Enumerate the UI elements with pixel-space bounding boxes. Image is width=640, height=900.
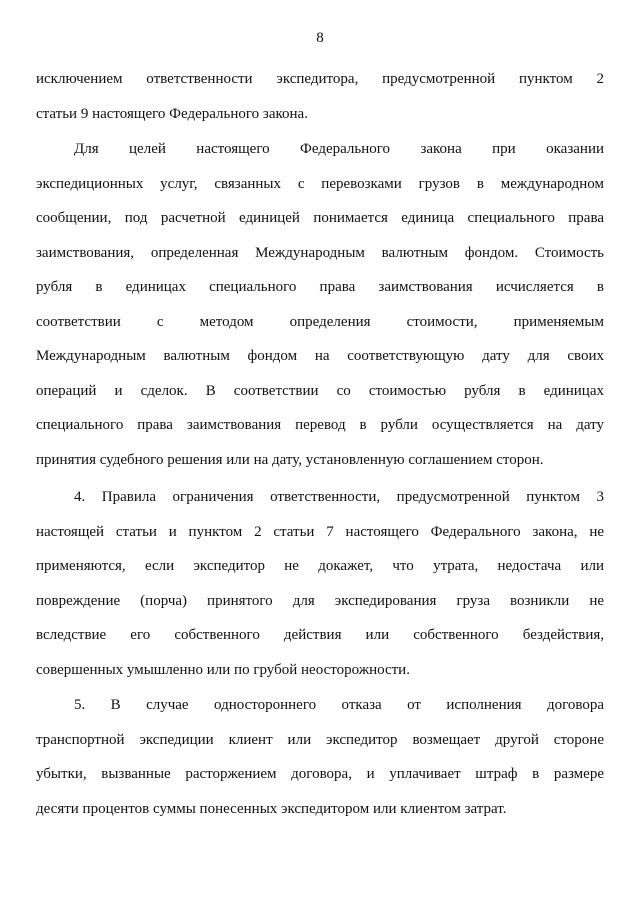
text-line: Для целей настоящего Федерального закона при оказании: [74, 141, 604, 157]
text-line: Международным валютным фондом на соответствующую дату для своих: [36, 348, 604, 364]
paragraph-continuation: [36, 62, 604, 131]
text-line: исключением ответственности экспедитора, предусмотренной пунктом 2: [36, 71, 604, 87]
paragraph-item-4: [36, 480, 604, 687]
text-line: вследствие его собственного действия или собственного бездействия,: [36, 627, 604, 643]
page-number: 8: [316, 30, 324, 46]
text-line: настоящей статьи и пунктом 2 статьи 7 настоящего Федерального закона, не: [36, 523, 604, 540]
text-line: соответствии с методом определения стоимости, применяемым: [36, 313, 604, 330]
text-line: заимствования, определенная Международным валютным фондом. Стоимость: [36, 244, 604, 261]
text-line: убытки, вызванные расторжением договора, и уплачивает штраф в размере: [36, 766, 604, 782]
paragraph-unit-of-account: [36, 132, 604, 477]
text-line: повреждение (порча) принятого для экспедирования груза возникли не: [36, 592, 604, 609]
text-line: специального права заимствования перевод в рубли осуществляется на дату: [36, 417, 604, 433]
text-line: 5. В случае одностороннего отказа от исполнения договора: [74, 697, 604, 713]
text-line: рубля в единицах специального права заимствования исчисляется в: [36, 279, 604, 295]
text-line: сообщении, под расчетной единицей понимается единица специального права: [36, 210, 604, 226]
text-line: экспедиционных услуг, связанных с перевозками грузов в международном: [36, 175, 604, 192]
text-line: десяти процентов суммы понесенных экспедитором или клиентом затрат.: [36, 800, 507, 817]
text-line: совершенных умышленно или по грубой неосторожности.: [36, 661, 410, 678]
text-line: 4. Правила ограничения ответственности, предусмотренной пунктом 3: [74, 489, 604, 505]
paragraph-item-5: [36, 688, 604, 826]
text-line: операций и сделок. В соответствии со стоимостью рубля в единицах: [36, 382, 604, 399]
text-line: транспортной экспедиции клиент или экспедитор возмещает другой стороне: [36, 731, 604, 748]
text-line: статьи 9 настоящего Федерального закона.: [36, 105, 308, 122]
text-line: принятия судебного решения или на дату, установленную соглашением сторон.: [36, 451, 544, 468]
text-line: применяются, если экспедитор не докажет, что утрата, недостача или: [36, 558, 604, 574]
